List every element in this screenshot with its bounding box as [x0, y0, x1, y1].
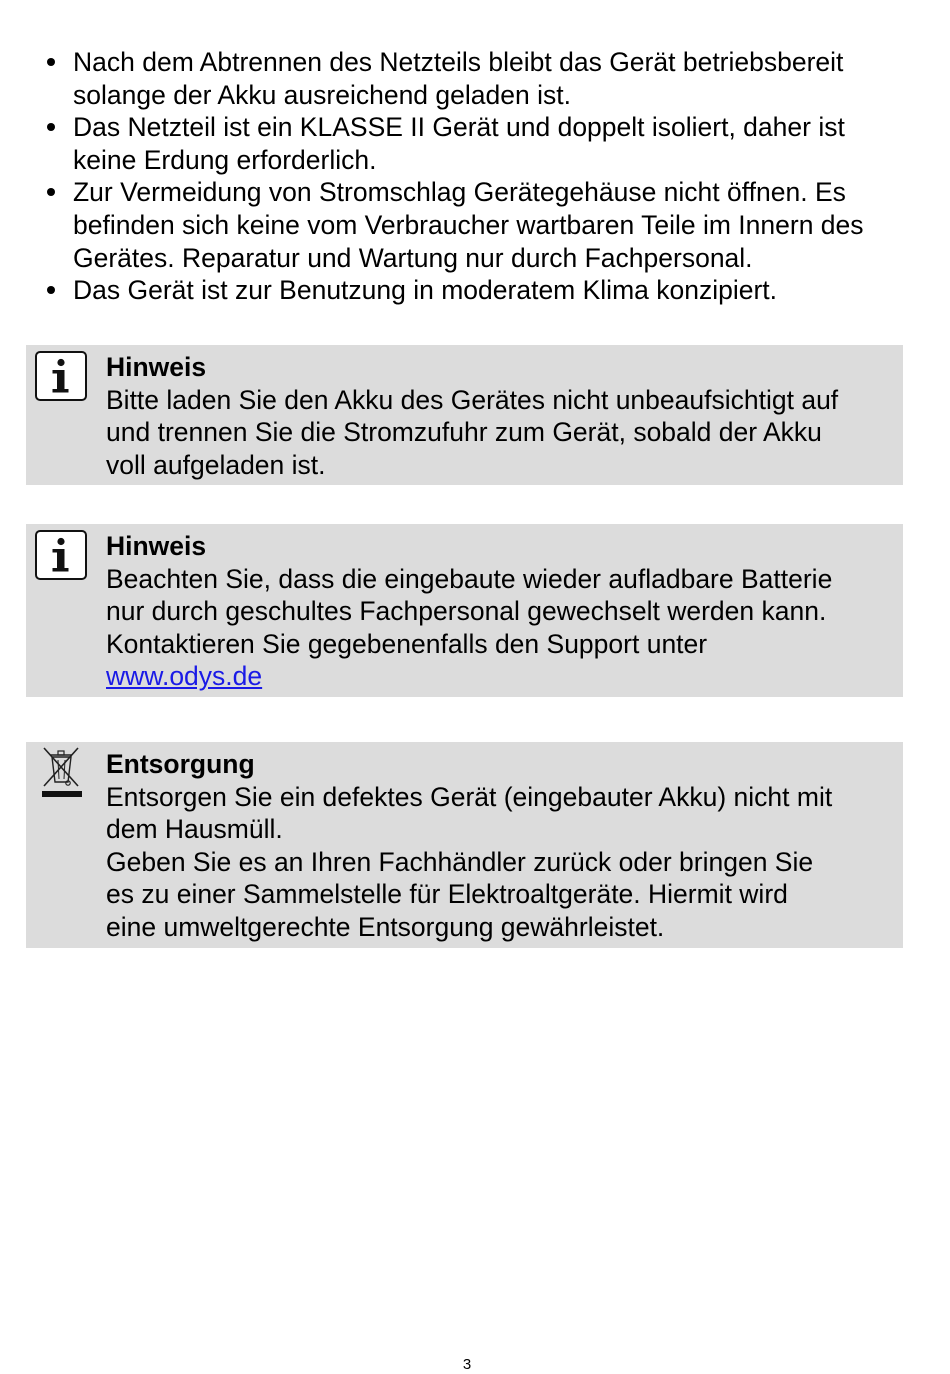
bullet-dot-icon [47, 188, 55, 196]
note-line: und trennen Sie die Stromzufuhr zum Gerät, sobald der Akku [106, 417, 822, 448]
bullet-item [42, 111, 912, 176]
note-line: Bitte laden Sie den Akku des Gerätes nicht unbeaufsichtigt auf [106, 384, 839, 415]
bullet-dot-icon [47, 286, 55, 294]
note-content [106, 351, 896, 481]
note-title: Hinweis [106, 352, 207, 382]
note-box-charging [26, 345, 903, 485]
info-icon [35, 530, 87, 580]
note-box-battery [26, 524, 903, 697]
bullet-dot-icon [47, 123, 55, 131]
bullet-text: Das Gerät ist zur Benutzung in moderatem Klima konzipiert. [73, 275, 778, 306]
note-line: Beachten Sie, dass die eingebaute wieder aufladbare Batterie [106, 563, 833, 594]
note-line: Entsorgen Sie ein defektes Gerät (eingebauter Akku) nicht mit [106, 781, 833, 812]
note-line: es zu einer Sammelstelle für Elektroaltgeräte. Hiermit wird [106, 879, 788, 910]
note-content [106, 530, 896, 693]
bullet-item [42, 176, 912, 274]
crossed-out-wheelie-bin-icon [40, 746, 84, 800]
bullet-dot-icon [47, 58, 55, 66]
bullet-text: Das Netzteil ist ein KLASSE II Gerät und doppelt isoliert, daher ist keine Erdung erforderlich. [73, 112, 845, 175]
note-title: Hinweis [106, 531, 207, 561]
note-line: eine umweltgerechte Entsorgung gewährleistet. [106, 911, 665, 942]
support-link[interactable]: www.odys.de [106, 661, 263, 692]
note-title: Entsorgung [106, 749, 255, 779]
note-line: dem Hausmüll. [106, 814, 283, 845]
note-line: nur durch geschultes Fachpersonal gewechselt werden kann. [106, 596, 827, 627]
note-line: Kontaktieren Sie gegebenenfalls den Support unter [106, 628, 708, 659]
note-line: voll aufgeladen ist. [106, 449, 326, 480]
note-box-disposal [26, 742, 903, 948]
bullet-text: Nach dem Abtrennen des Netzteils bleibt das Gerät betriebsbereit solange der Akku ausreichend geladen ist. [73, 47, 844, 110]
page-number: 3 [462, 1356, 472, 1373]
note-line: Geben Sie es an Ihren Fachhändler zurück oder bringen Sie [106, 846, 814, 877]
bullet-item [42, 274, 912, 307]
safety-bullet-list [42, 46, 912, 307]
note-content [106, 748, 896, 944]
bullet-item [42, 46, 912, 111]
info-icon [35, 351, 87, 401]
bullet-text: Zur Vermeidung von Stromschlag Gerätegehäuse nicht öffnen. Es befinden sich keine vom Verbraucher wartbaren Teile im Innern des Gerätes. Reparatur und Wartung nur durch Fachpersonal. [73, 177, 864, 273]
